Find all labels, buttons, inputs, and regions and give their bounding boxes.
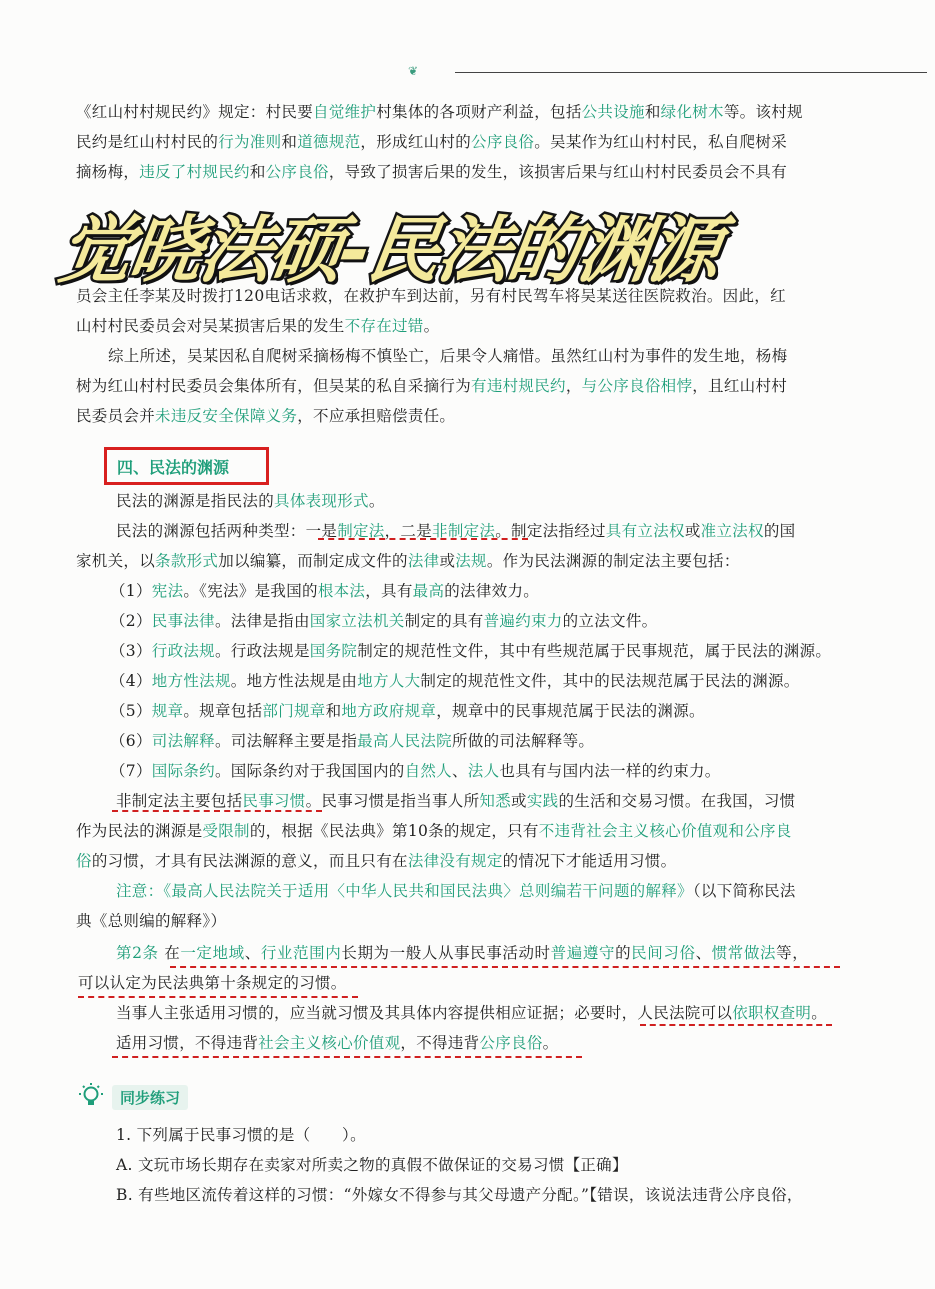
red-dashed-underline — [112, 810, 322, 812]
paragraph-line: 综上所述，吴某因私自爬树采摘杨梅不慎坠亡，后果令人痛惜。虽然红山村为事件的发生地，杨梅 — [108, 347, 788, 365]
decorative-leaf-icon: ❦ — [408, 64, 419, 78]
section-heading-box — [104, 447, 269, 485]
paragraph-line: 民法的渊源是指民法的具体表现形式。 — [116, 492, 385, 510]
paragraph-line: 《红山村村规民约》规定：村民要自觉维护村集体的各项财产利益，包括公共设施和绿化树木等。该村规 — [76, 103, 803, 121]
header-rule — [455, 72, 927, 73]
section-heading: 四、民法的渊源 — [117, 458, 230, 477]
paragraph-line: 树为红山村村民委员会集体所有，但吴某的私自采摘行为有违村规民约，与公序良俗相悖，且红山村村 — [76, 377, 788, 395]
paragraph-line: 家机关，以条款形式加以编纂，而制定成文件的法律或法规。作为民法渊源的制定法主要包括： — [76, 552, 740, 570]
paragraph-line: 作为民法的渊源是受限制的，根据《民法典》第10条的规定，只有不违背社会主义核心价值观和公序良 — [76, 822, 792, 840]
paragraph-line: 非制定法主要包括民事习惯。民事习惯是指当事人所知悉或实践的生活和交易习惯。在我国，习惯 — [116, 792, 796, 810]
paragraph-line: 民约是红山村村民的行为准则和道德规范，形成红山村的公序良俗。吴某作为红山村村民，私自爬树采 — [76, 133, 788, 151]
list-item: （4）地方性法规。地方性法规是由地方人大制定的规范性文件，其中的民法规范属于民法的渊源。 — [110, 672, 800, 690]
red-dashed-underline — [112, 1056, 582, 1058]
article-line: 第2条 在一定地域、行业范围内长期为一般人从事民事活动时普遍遵守的民间习俗、惯常做法等， — [116, 944, 809, 962]
paragraph-line: 摘杨梅，违反了村规民约和公序良俗，导致了损害后果的发生，该损害后果与红山村村民委员会不具有 — [76, 163, 788, 181]
list-item: （2）民事法律。法律是指由国家立法机关制定的具有普遍约束力的立法文件。 — [110, 612, 658, 630]
paragraph-line: 俗的习惯，才具有民法渊源的意义，而且只有在法律没有规定的情况下才能适用习惯。 — [76, 852, 677, 870]
list-item: （5）规章。规章包括部门规章和地方政府规章，规章中的民事规范属于民法的渊源。 — [110, 702, 705, 720]
paragraph-line: 民委员会并未违反安全保障义务，不应承担赔偿责任。 — [76, 407, 456, 425]
paragraph-line: 山村村民委员会对吴某损害后果的发生不存在过错。 — [76, 317, 440, 335]
article-line: 适用习惯，不得违背社会主义核心价值观，不得违背公序良俗。 — [116, 1034, 559, 1052]
paragraph-line: 民法的渊源包括两种类型：一是制定法，二是非制定法。制定法指经过具有立法权或准立法权的国 — [116, 522, 796, 540]
article-line: 当事人主张适用习惯的，应当就习惯及其具体内容提供相应证据；必要时，人民法院可以依职权查明。 — [116, 1004, 828, 1022]
list-item: （7）国际条约。国际条约对于我国国内的自然人、法人也具有与国内法一样的约束力。 — [110, 762, 721, 780]
practice-label: 同步练习 — [112, 1085, 188, 1110]
note-line: 典《总则编的解释》） — [76, 912, 227, 930]
article-line: 可以认定为民法典第十条规定的习惯。 — [78, 974, 347, 992]
list-item: （1）宪法。《宪法》是我国的根本法，具有最高的法律效力。 — [110, 582, 540, 600]
option-a: A. 文玩市场长期存在卖家对所卖之物的真假不做保证的交易习惯【正确】 — [116, 1156, 628, 1174]
title-overlay: 觉晓法硕-民法的渊源 — [54, 208, 724, 292]
red-dashed-underline — [640, 1024, 832, 1026]
list-item: （3）行政法规。行政法规是国务院制定的规范性文件，其中有些规范属于民事规范，属于民法的渊源。 — [110, 642, 832, 660]
list-item: （6）司法解释。司法解释主要是指最高人民法院所做的司法解释等。 — [110, 732, 595, 750]
lightbulb-icon — [78, 1082, 104, 1110]
question-line: 1. 下列属于民事习惯的是（ ）。 — [116, 1126, 366, 1144]
note-line: 注意：《最高人民法院关于适用〈中华人民共和国民法典〉总则编若干问题的解释》（以下简称民法 — [116, 882, 796, 900]
paragraph-line: 员会主任李某及时拨打120电话求救，在救护车到达前，另有村民驾车将吴某送往医院救治。因此，红 — [76, 287, 786, 305]
red-dashed-underline — [318, 538, 528, 540]
option-b: B. 有些地区流传着这样的习惯：“外嫁女不得参与其父母遗产分配。”【错误，该说法违背公序良俗， — [116, 1186, 803, 1204]
